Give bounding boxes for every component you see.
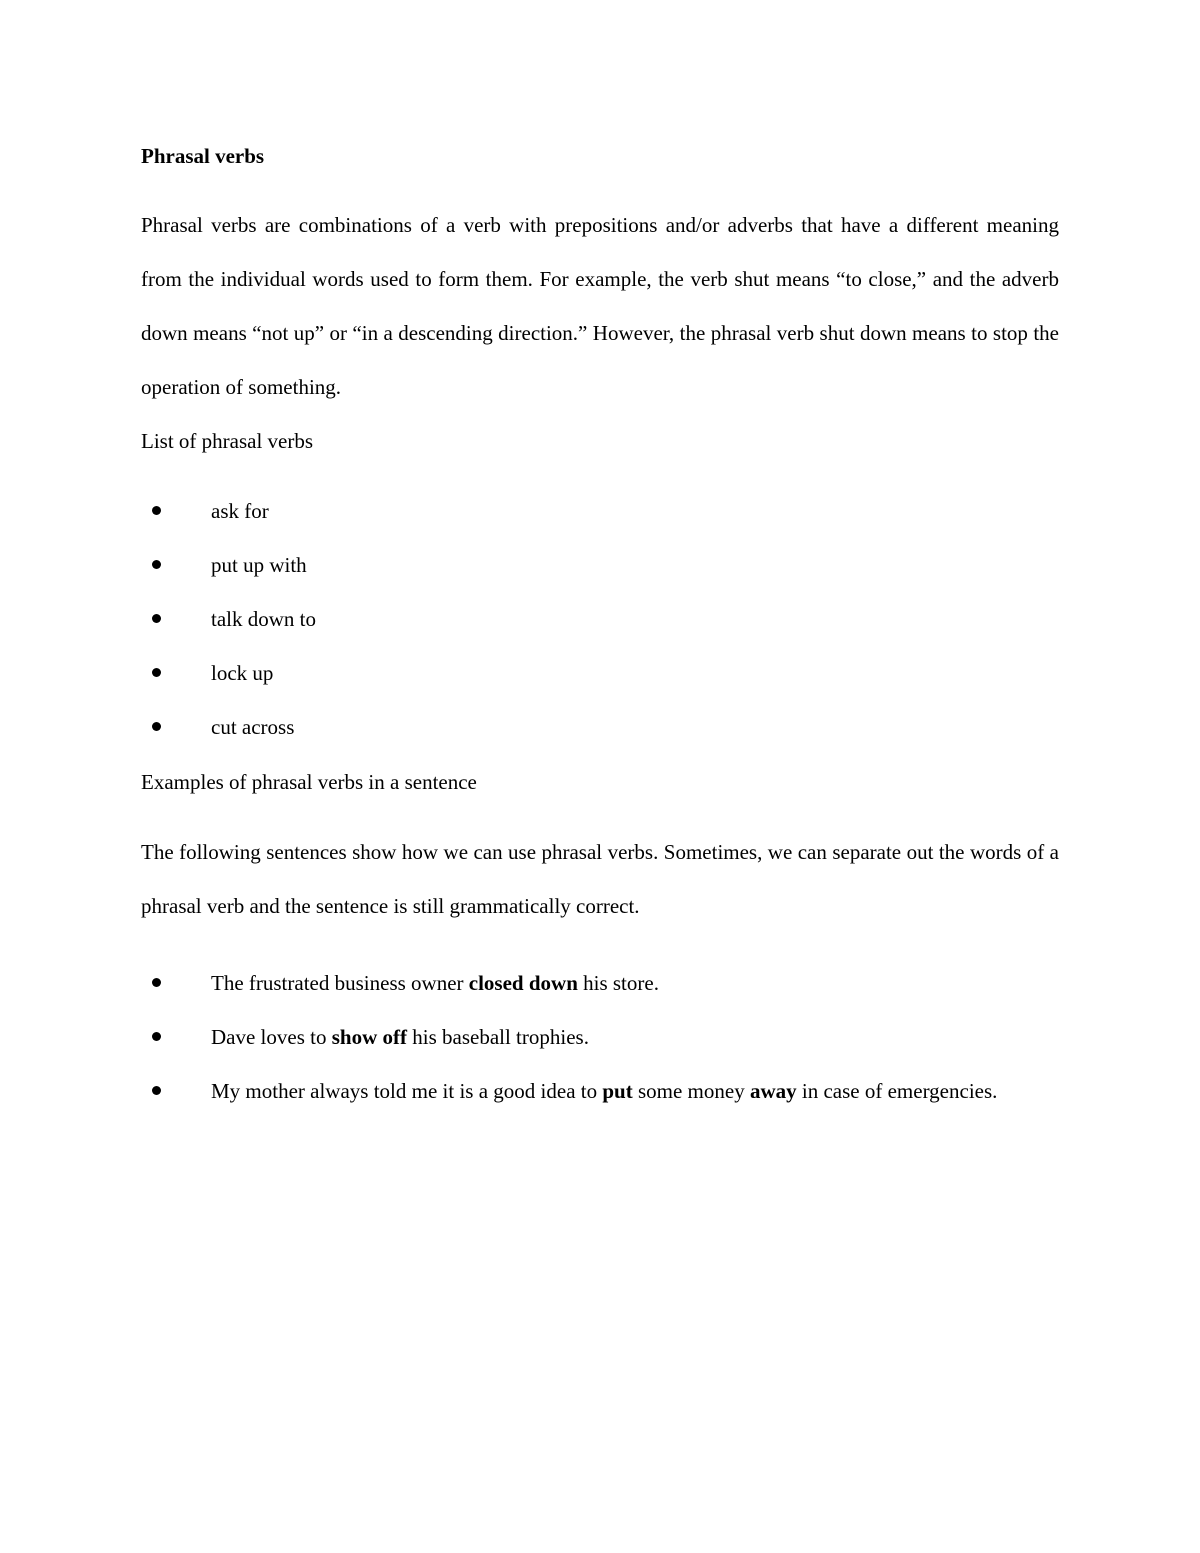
intro-paragraph: Phrasal verbs are combinations of a verb with prepositions and/or adverbs that have a different meaning from the individual words used to form them. For example, the verb shut means “to close,” and the adverb down means “not up” or “in a descending direction.” However, the phrasal verb shut down means to stop the operation of something. [141, 213, 1059, 399]
examples-heading: Examples of phrasal verbs in a sentence [141, 770, 477, 794]
bullet-icon [152, 722, 161, 731]
bullet-icon [152, 1032, 161, 1041]
example-item: My mother always told me it is a good idea to put some money away in case of emergencies. [141, 1064, 1059, 1118]
list-item: talk down to [141, 592, 1059, 646]
bullet-icon [152, 978, 161, 987]
list-item: ask for [141, 484, 1059, 538]
bullet-icon [152, 614, 161, 623]
example-sentence-list [141, 956, 1059, 1118]
phrasal-verb-list [141, 484, 1059, 754]
bullet-icon [152, 560, 161, 569]
list-heading: List of phrasal verbs [141, 429, 314, 453]
example-item: The frustrated business owner closed down his store. [141, 956, 1059, 1010]
bullet-icon [152, 1086, 161, 1095]
bullet-icon [152, 668, 161, 677]
list-item: cut across [141, 700, 1059, 754]
list-item: lock up [141, 646, 1059, 700]
bullet-icon [152, 506, 161, 515]
list-item: put up with [141, 538, 1059, 592]
document-title: Phrasal verbs [141, 144, 265, 168]
examples-paragraph: The following sentences show how we can use phrasal verbs. Sometimes, we can separate out the words of a phrasal verb and the sentence is still grammatically correct. [141, 840, 1059, 918]
example-item: Dave loves to show off his baseball trophies. [141, 1010, 1059, 1064]
